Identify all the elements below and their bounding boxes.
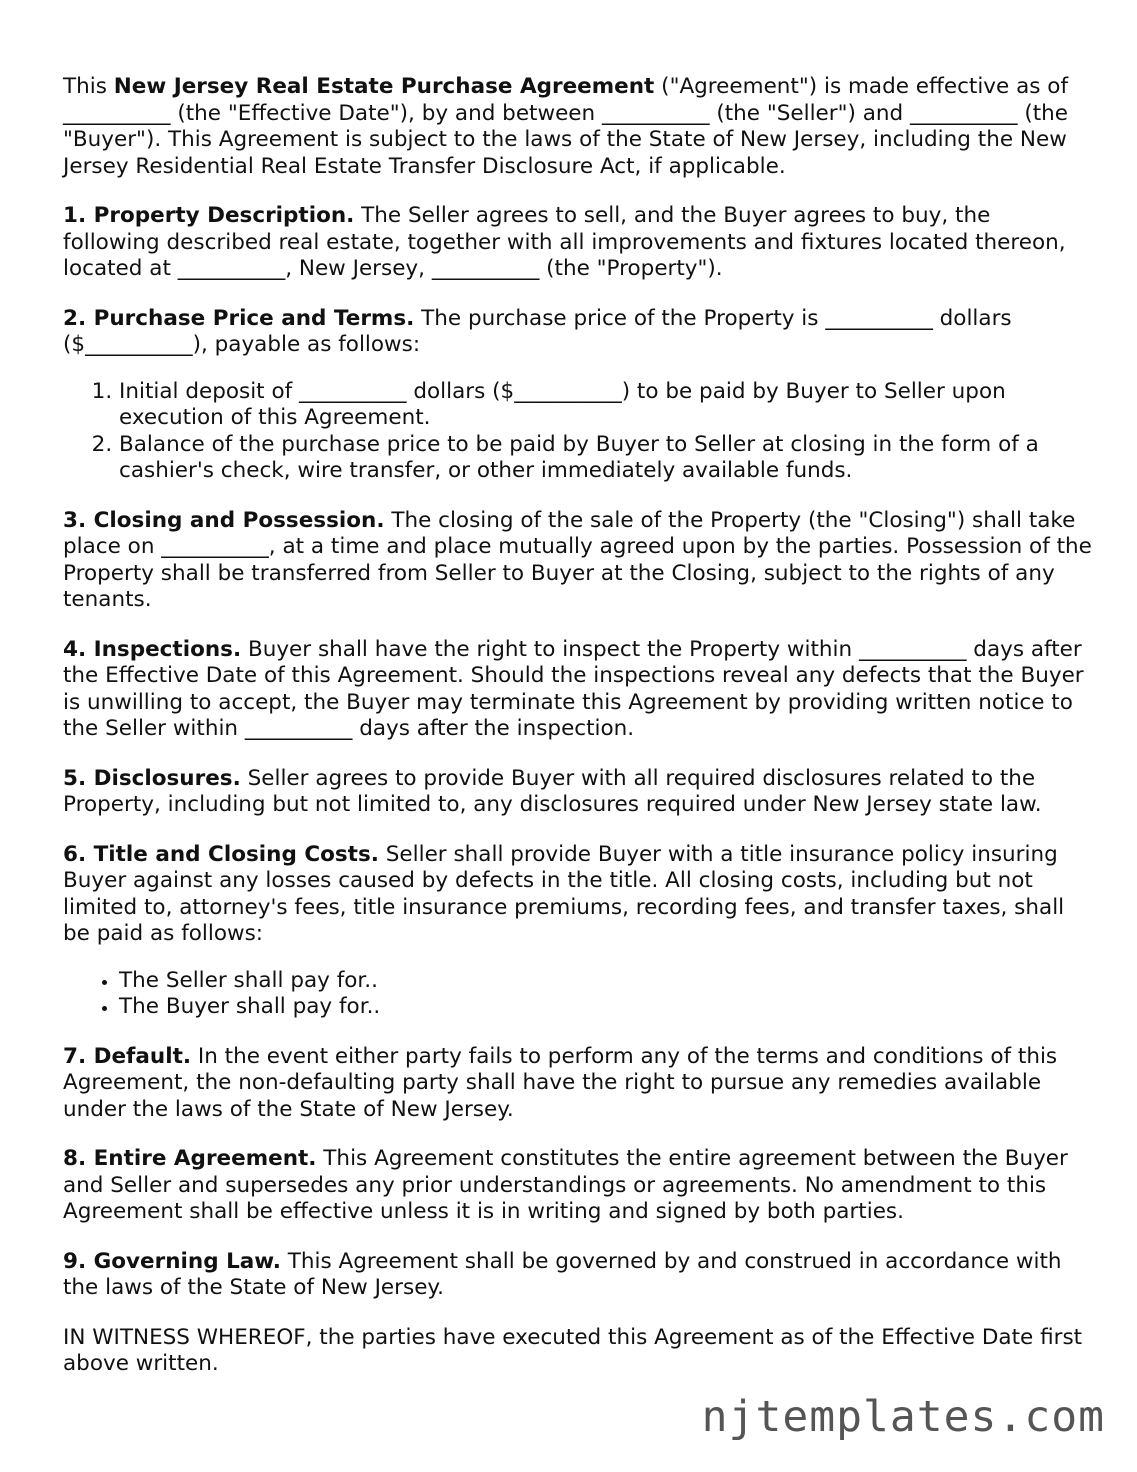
section-heading: 8. Entire Agreement. [63,1146,317,1171]
section-heading: 5. Disclosures. [63,765,241,791]
section-disclosures [63,766,1093,819]
section-closing-possession [63,508,1093,614]
intro-pre: This [63,74,114,99]
section-heading: 3. Closing and Possession. [63,507,385,533]
section-heading: 6. Title and Closing Costs. [63,841,379,867]
section-text: This Agreement shall be governed by and construed in accordance with the laws of the State of New Jersey. [63,1248,1062,1300]
section-text: Seller agrees to provide Buyer with all required disclosures related to the Property, including but not limited to, any disclosures required under New Jersey state law. [63,765,1042,817]
section-heading: 1. Property Description. [63,203,355,228]
watermark-logo: njtemplates.com [701,1392,1105,1442]
section-text: The closing of the sale of the Property (the "Closing") shall take place on __________, at a time and place mutually agreed upon by the parties. Possession of the Property shall be transferred from Seller to Buyer at the Closing, subject to the rights of any tenants. [63,507,1092,612]
section-text: Seller shall provide Buyer with a title insurance policy insuring Buyer against any losses caused by defects in the title. All closing costs, including but not limited to, attorney's fees, title insurance premiums, recording fees, and transfer taxes, shall be paid as follows: [63,841,1065,946]
list-item: • The Buyer shall pay for.. [119,994,1093,1021]
section-default [63,1044,1093,1124]
section-property-description [63,203,1093,283]
section-entire-agreement [63,1146,1093,1226]
section-heading: 7. Default. [63,1043,192,1069]
list-item: 1. Initial deposit of __________ dollars ($__________) to be paid by Buyer to Seller upon execution of this Agreement. [119,379,1093,432]
section-text: The Seller agrees to sell, and the Buyer agrees to buy, the following described real estate, together with all improvements and fixtures located thereon, located at __________, New Jersey, __________ (the "Property"). [63,203,1066,281]
intro-paragraph [63,74,1093,180]
list-item: 2. Balance of the purchase price to be paid by Buyer to Seller at closing in the form of a cashier's check, wire transfer, or other immediately available funds. [119,432,1093,485]
section-heading: 4. Inspections. [63,636,242,662]
section-text: The purchase price of the Property is __________ dollars ($__________), payable as follows: [63,305,1012,357]
witness-clause: IN WITNESS WHEREOF, the parties have executed this Agreement as of the Effective Date first above written. [63,1324,1083,1376]
section-purchase-price [63,306,1093,359]
closing-costs-list [63,968,1093,1021]
intro-text: ("Agreement") is made effective as of __________ (the "Effective Date"), by and between __________ (the "Seller") and __________ (the "Buyer"). This Agreement is subject to the laws of the State of New Jersey, including the New Jersey Residential Real Estate Transfer Disclosure Act, if applicable. [63,74,1069,179]
section-title-closing-costs [63,842,1093,948]
list-item: • The Seller shall pay for.. [119,968,1093,995]
payment-terms-list [63,379,1093,485]
section-text: In the event either party fails to perform any of the terms and conditions of this Agreement, the non-defaulting party shall have the right to pursue any remedies available under the laws of the State of New Jersey. [63,1043,1058,1122]
agreement-document [63,74,1093,1401]
section-text: Buyer shall have the right to inspect the Property within __________ days after the Effective Date of this Agreement. Should the inspections reveal any defects that the Buyer is unwilling to accept, the Buyer may terminate this Agreement by providing written notice to the Seller within __________ days after the inspection. [63,636,1084,741]
agreement-title: New Jersey Real Estate Purchase Agreement [113,74,655,99]
section-governing-law [63,1249,1093,1302]
section-inspections [63,637,1093,743]
section-text: This Agreement constitutes the entire agreement between the Buyer and Seller and supersedes any prior understandings or agreements. No amendment to this Agreement shall be effective unless it is in writing and signed by both parties. [63,1146,1068,1224]
section-heading: 2. Purchase Price and Terms. [63,305,415,331]
section-heading: 9. Governing Law. [63,1248,281,1274]
